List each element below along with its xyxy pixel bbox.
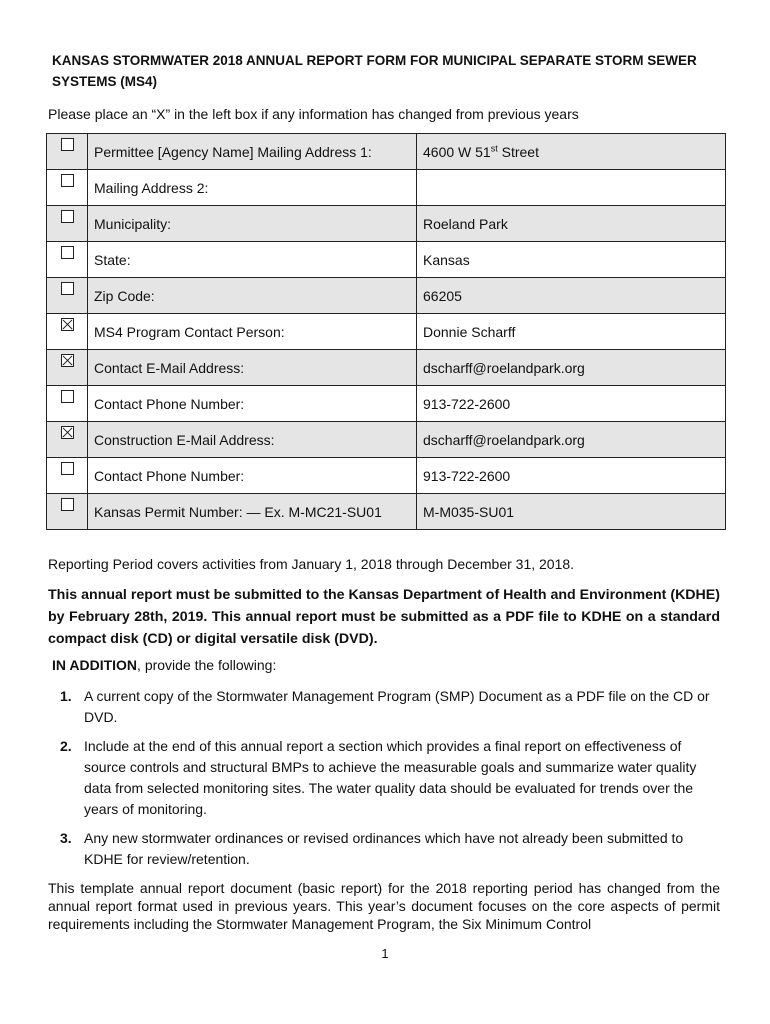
field-label: Contact Phone Number:	[88, 458, 417, 494]
field-label: Kansas Permit Number: — Ex. M-MC21-SU01	[88, 494, 417, 530]
requirement-text: A current copy of the Stormwater Management Program (SMP) Document as a PDF file on the CD or DVD.	[84, 688, 710, 725]
change-checkbox[interactable]	[61, 210, 74, 223]
field-value[interactable]	[417, 422, 726, 458]
submission-note: This annual report must be submitted to the Kansas Department of Health and Environment (KDHE) by February 28th, 2019. This annual report must be submitted as a PDF file to KDHE on a standard compact disk (CD) or digital versatile disk (DVD).	[48, 587, 720, 647]
change-checkbox[interactable]	[61, 426, 74, 439]
form-row	[47, 134, 726, 170]
field-value-text: M-M035-SU01	[423, 503, 515, 520]
change-checkbox-cell	[47, 494, 88, 530]
field-value[interactable]	[417, 350, 726, 386]
field-value-text: dscharff@roelandpark.org	[423, 359, 585, 376]
change-checkbox-cell	[47, 350, 88, 386]
field-value[interactable]	[417, 278, 726, 314]
change-checkbox[interactable]	[61, 462, 74, 475]
field-value-text: Donnie Scharff	[423, 323, 516, 340]
in-addition-label: IN ADDITION	[52, 657, 138, 673]
change-checkbox-cell	[47, 278, 88, 314]
form-row	[47, 422, 726, 458]
change-checkbox-cell	[47, 386, 88, 422]
change-checkbox-cell	[47, 314, 88, 350]
change-checkbox[interactable]	[61, 174, 74, 187]
field-label: Zip Code:	[88, 278, 417, 314]
field-value-suffix: Street	[497, 143, 539, 160]
field-value-text: dscharff@roelandpark.org	[423, 431, 585, 448]
change-checkbox[interactable]	[61, 390, 74, 403]
change-checkbox[interactable]	[61, 138, 74, 151]
form-row	[47, 494, 726, 530]
field-label: Contact E-Mail Address:	[88, 350, 417, 386]
field-value[interactable]	[417, 242, 726, 278]
change-checkbox-cell	[47, 206, 88, 242]
field-value[interactable]	[417, 386, 726, 422]
field-value[interactable]	[417, 314, 726, 350]
requirement-number: 3.	[60, 830, 72, 846]
form-row	[47, 458, 726, 494]
requirement-number: 1.	[60, 688, 72, 704]
field-label: Construction E-Mail Address:	[88, 422, 417, 458]
change-checkbox[interactable]	[61, 246, 74, 259]
template-note: This template annual report document (basic report) for the 2018 reporting period has changed from the annual report format used in previous years. This year’s document focuses on the core aspects of permit requirements including the Stormwater Management Program, the Six Minimum Control	[48, 880, 720, 932]
field-label: Permittee [Agency Name] Mailing Address 1:	[88, 134, 417, 170]
requirement-number: 2.	[60, 738, 72, 754]
field-value[interactable]	[417, 206, 726, 242]
form-row	[47, 242, 726, 278]
change-instruction: Please place an “X” in the left box if any information has changed from previous years	[48, 106, 579, 122]
field-value[interactable]	[417, 170, 726, 206]
field-value[interactable]	[417, 458, 726, 494]
field-value[interactable]	[417, 134, 726, 170]
field-label: Mailing Address 2:	[88, 170, 417, 206]
requirement-item	[52, 736, 720, 820]
field-value-text: Roeland Park	[423, 215, 508, 232]
report-title: KANSAS STORMWATER 2018 ANNUAL REPORT FORM FOR MUNICIPAL SEPARATE STORM SEWER SYSTEMS (MS4)	[52, 53, 697, 89]
change-checkbox-cell	[47, 242, 88, 278]
change-checkbox[interactable]	[61, 354, 74, 367]
reporting-period-text: Reporting Period covers activities from January 1, 2018 through December 31, 2018.	[48, 556, 575, 572]
change-checkbox[interactable]	[61, 282, 74, 295]
form-row	[47, 278, 726, 314]
form-row	[47, 206, 726, 242]
field-value-text: 913-722-2600	[423, 467, 511, 484]
in-addition-rest: , provide the following:	[137, 657, 277, 673]
requirement-item	[52, 828, 720, 870]
field-label: State:	[88, 242, 417, 278]
form-row	[47, 170, 726, 206]
change-checkbox-cell	[47, 458, 88, 494]
requirement-item	[52, 686, 720, 728]
change-checkbox-cell	[47, 422, 88, 458]
field-label: MS4 Program Contact Person:	[88, 314, 417, 350]
in-addition-text	[52, 657, 276, 673]
field-value-text: 913-722-2600	[423, 395, 511, 412]
form-row	[47, 314, 726, 350]
field-value[interactable]	[417, 494, 726, 530]
field-value-text: 66205	[423, 287, 462, 304]
requirement-text: Any new stormwater ordinances or revised ordinances which have not already been submitted to KDHE for review/retention.	[84, 830, 684, 867]
page-number: 1	[381, 946, 389, 961]
field-label: Municipality:	[88, 206, 417, 242]
field-value-text: Kansas	[423, 251, 470, 268]
permittee-info-table	[46, 133, 726, 530]
change-checkbox[interactable]	[61, 318, 74, 331]
field-value-text: 4600 W 51	[423, 143, 491, 160]
form-row	[47, 386, 726, 422]
requirement-text: Include at the end of this annual report a section which provides a final report on effectiveness of source controls and structural BMPs to achieve the measurable goals and summarize water quality data from selected monitoring sites. The water quality data should be evaluated for trends over the years of monitoring.	[84, 738, 697, 817]
form-row	[47, 350, 726, 386]
change-checkbox-cell	[47, 134, 88, 170]
change-checkbox-cell	[47, 170, 88, 206]
requirements-list	[52, 686, 720, 878]
field-value-superscript: st	[490, 142, 498, 153]
field-label: Contact Phone Number:	[88, 386, 417, 422]
change-checkbox[interactable]	[61, 498, 74, 511]
